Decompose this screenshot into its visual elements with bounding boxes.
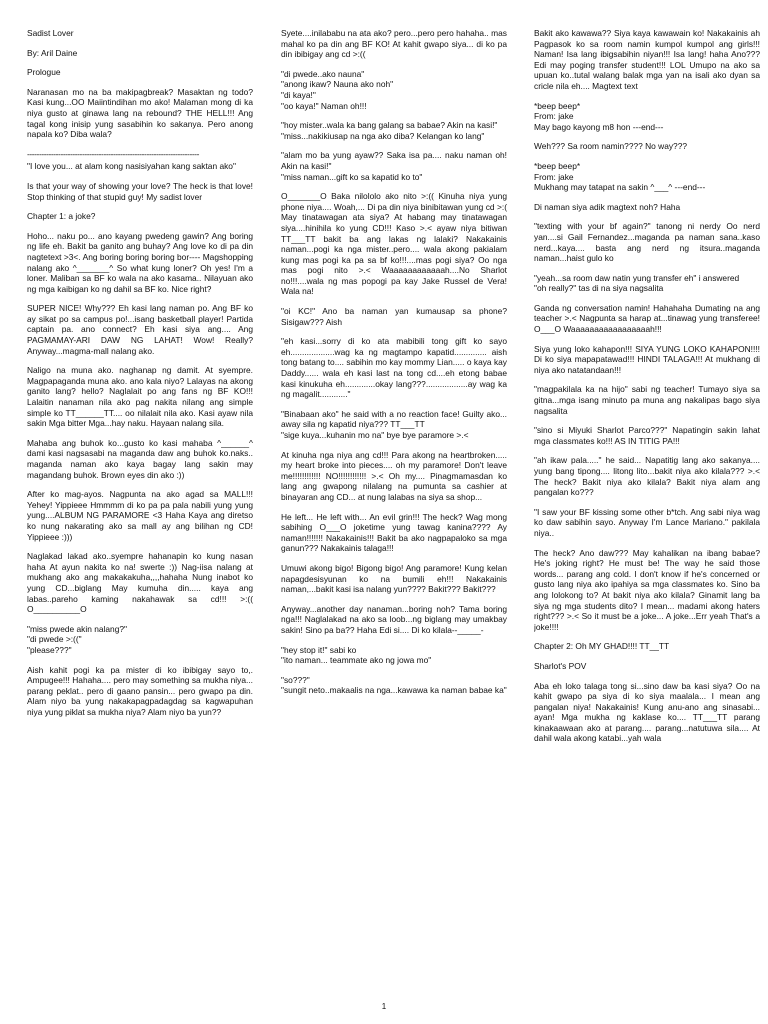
paragraph: "I love you... at alam kong nasisiyahan kang saktan ako"	[27, 161, 236, 172]
paragraph: "hoy mister..wala ka bang galang sa babae? Akin na kasi!" "miss...nakikiusap na nga ako diba? Kelangan ko lang"	[281, 120, 498, 141]
paragraph: *beep beep* From: jake May bago kayong m8 hon ---end---	[534, 100, 664, 132]
paragraph: *beep beep* From: jake Mukhang may tatapat na sakin ^___^ ---end---	[534, 160, 706, 193]
paragraph: "sino si Miyuki Sharlot Parco???" Napatingin sakin lahat mga classmates ko!!! AS IN TITIG PA!!!	[534, 425, 760, 446]
paragraph: Ganda ng conversation namin! Hahahaha Dumating na ang teacher >.< Nagpunta sa harap at...tinawag yung transferee! O___O Waaaaaaaaaaaaaaaaah!!!	[534, 302, 760, 335]
page-number: 1	[381, 1002, 387, 1011]
paragraph: "eh kasi...sorry di ko ata mabibili tong gift ko sayo eh...................wag ka ng magtampo kapatid.............. aish tong batang to.... sabihin mo kay mommy Lian..... o kaya kay Daddy...... wala eh kasi last na tong cd....eh etong babae kasi kinukuha eh.............okay lang???..................ay wag ka ng magalit............"	[281, 336, 507, 400]
paragraph: Sharlot's POV	[534, 660, 587, 671]
text-column-3	[534, 28, 760, 998]
paragraph: "texting with your bf again?" tanong ni nerdy Oo nerd yan....si Gail Fernandez...maganda pa naman sana..kaso nerd...kaya.... basta ang nerd ng itsura..maganda naman...haist gulo ko	[534, 221, 760, 264]
paragraph: Naglakad lakad ako..syempre hahanapin ko kung nasan haha At ayun nakita ko na! swerte :)) Nag-iisa nalang at mukhang ako ang makakakuha,,,,hahaha Nung inabot ko yung CD...biglang May kumuha din..... kaya ang labas..pareho kaming nakahawak sa cd!!! >:(( O__________O	[27, 551, 253, 615]
text-column-2	[281, 28, 507, 998]
paragraph: SUPER NICE! Why??? Eh kasi lang naman po. Ang BF ko ay sikat po sa campus po!...isang basketball player! Partida captain pa. ano connect? Eh kasi siya ang.... Ang PAGMAMAY-ARI DAW NG LAHAT! Wow! Really? Anyway...magma-mall nalang ako.	[27, 303, 253, 356]
paragraph: "hey stop it!" sabi ko "ito naman... teammate ako ng jowa mo"	[281, 644, 432, 666]
paragraph: Is that your way of showing your love? The heck is that love! Stop thinking of that stupid guy! My sadist lover	[27, 180, 253, 202]
paragraph: Naranasan mo na ba makipagbreak? Masaktan ng todo? Kasi kung...OO Maiintindihan mo ako! Malaman mong di ka niya gusto at ginawa lang na rebound? THE HELL!!! Ang tagal kong inisip yung sasabihin ko sakanya. Pero anong napala ko? Diba wala?	[27, 86, 253, 140]
paragraph: Aba eh loko talaga tong si...sino daw ba kasi siya? Oo na kahit gwapo pa siya di ko siya maalala... I mean ang pangalan niya! Nakakainis! Kung anu-ano ang sinasabi... ayan! Mga mukha ng kaklase ko.... TT___TT parang kinakaawaan ako at parang.... parang...natutuwa sila.... At dahil wala akong katabi...yah wala	[534, 680, 760, 744]
paragraph: O_______O Baka nilololo ako nito >:(( Kinuha niya yung phone niya.... Woah,... Di pa din niya binibitawan yung cd >:( May tinatawagan ata siya? At habang may tinatawagan siya....hinihila ko yung CD!!! Kaso >.< ayaw niya bitiwan TT___TT bakit ba ang lakas ng lalaki? Nakakainis naman...pogi ka nga mister..pero.... wala akong pakialam kung mas pogi ka pa sa bf ko!!!....mas pogi siya? Oo nga mas pogi nito >.< Waaaaaaaaaaaah....No Sharlot no!!!....wala ng mas popogi pa kay Jake Russel de Vera! Wala na!	[281, 191, 507, 297]
paragraph: Sadist Lover	[27, 28, 74, 38]
paragraph: Mahaba ang buhok ko...gusto ko kasi mahaba ^______^ dami kasi nagsasabi na maganda daw ang buhok ko.naks.. maganda naman ako kaya bagay lang sakin may magandang buhok. Brown eyes din ako :))	[27, 437, 253, 480]
paragraph: Aish kahit pogi ka pa mister di ko ibibigay sayo to,. Ampugee!!! Hahaha.... pero may something sa mukha niya... parang peklat.. pero di gaano pansin... pero gwapo pa din. Alam niyo ba yung nakakapagpadagdag sa kagwapuhan niya yung piklat sa mukha niya? Alam niyo ba yun??	[27, 664, 253, 717]
paragraph: "so???" "sungit neto..makaalis na nga...kawawa ka naman babae ka"	[281, 674, 507, 696]
paragraph: "I saw your BF kissing some other b*tch. Ang sabi niya wag ko daw sabihin sayo. Anyway I'm Lance Mariano." pakilala niya..	[534, 506, 760, 538]
paragraph: "yeah...sa room daw natin yung transfer eh" i answered "oh really?" tas di na siya nagsalita	[534, 272, 740, 294]
paragraph: Syete....inilababu na ata ako? pero...pero pero hahaha.. mas mahal ko pa din ang BF KO! At kahit gwapo siya... di ko pa din ibibigay ang cd >:((	[281, 28, 507, 60]
paragraph: "magpakilala ka na hijo" sabi ng teacher! Tumayo siya sa gitna...mga isang minuto pa muna ang nakalipas bago siya nagsalita	[534, 384, 760, 416]
paragraph: Umuwi akong bigo! Bigong bigo! Ang paramore! Kung kelan napagdesisyunan ko na bumili eh!!! Nakakainis naman,...bakit kasi isa nalang yun???? Bakit??? Bakit???	[281, 562, 507, 595]
paragraph: "Binabaan ako" he said with a no reaction face! Guilty ako... away sila ng kapatid niya??? TT___TT "sige kuya...kuhanin mo na" bye bye paramore >.<	[281, 408, 507, 440]
paragraph: The heck? Ano daw??? May kahalikan na ibang babae? He's joking right? He must be! The way he said those words... parang ang cold. I don't know if he's concerned or gusto lang niya ako ipahiya sa mga classmates ko. Sino ba ang lolokong to? At bakit niya ako kilala? Ginamit lang ba siya ng mga students dito? I mean... madami akong haters right??? >.< So it must be a joke... A joke...Err yeah That's a joke!!!!	[534, 547, 760, 632]
paragraph: Prologue	[27, 67, 61, 78]
paragraph: Weh??? Sa room namin???? No way???	[534, 141, 688, 152]
paragraph: Hoho... naku po... ano kayang pwedeng gawin? Ang boring ng life eh. Bakit ba ganito ang buhay? Ang love ko di pa din nagtetext >3<. Ang boring boring boring bor---- Magshopping nalang ako ^_______^ So what kung loner? Oh yes! I'm a loner. Maliban sa BF ko wala na ako kasama.. Nilayuan ako ng mga kaibigan ko ng dahil sa BF ko. Nice right?	[27, 230, 253, 294]
paragraph: Chapter 1: a joke?	[27, 211, 96, 222]
text-column-1	[27, 28, 253, 998]
paragraph: Anyway...another day nanaman...boring noh? Tama boring nga!!! Naglalakad na ako sa loob...ng biglang may umakbay sakin! Sino pa ba?? Haha Edi si.... Di ko kilala--_____-	[281, 603, 507, 635]
paragraph: "oi KC!" Ano ba naman yan kumausap sa phone? Sisigaw??? Aish	[281, 306, 507, 327]
paragraph: "alam mo ba yung ayaw?? Saka isa pa.... naku naman oh! Akin na kasi!" "miss naman...gift ko sa kapatid ko to"	[281, 150, 507, 182]
paragraph: Bakit ako kawawa?? Siya kaya kawawain ko! Nakakainis ah Pagpasok ko sa room namin kumpol kumpol ang girls!!! Naman! Isa lang ibigsabihin niyan!!! Isa lang! haha Ano??? Edi may poging transfer student!!! LOL Umupo na ako sa upuan ko..tutal walang balak mga yan na isali ako dyan sa cricle nila eh.... Magtext text	[534, 28, 760, 91]
paragraph: Di naman siya adik magtext noh? Haha	[534, 201, 681, 212]
paragraph: Naligo na muna ako. naghanap ng damit. At syempre. Magpapaganda muna ako. ano kala niyo? Lalayas na akong ganito lang? hello? Naglalait po ang fans ng BF KO!!! Lalaitin nanaman nila ako pag nakita nilang ang simple simple ko TT______TT.... oo nilalait nila ako. Kasi ayaw nila sakin Mga bitter Mga...hay naku. Hayaan nalang sila.	[27, 365, 253, 429]
paragraph: "miss pwede akin nalang?" "di pwede >:((" "please???"	[27, 623, 127, 655]
paragraph: Chapter 2: Oh MY GHAD!!!! TT__TT	[534, 641, 670, 652]
paragraph: He left... He left with... An evil grin!!! The heck? Wag mong sabihing O___O joketime yung tawag kanina???? Ay naman!!!!!!! Nakakainis!!! Bakit ba ako nagpapaloko sa mga ganun??? Nakakainis talaga!!!	[281, 511, 507, 554]
paragraph: ------------------------------------------------------------------------	[27, 148, 200, 159]
paragraph: "ah ikaw pala....." he said... Napatitig lang ako sakanya.... yung bang tipong.... litong lito...bakit niya ako kilala??? >.< The heck? Bakit niya ako kilala? Bakit niya alam ang pangalan ko???	[534, 455, 760, 498]
paragraph: After ko mag-ayos. Nagpunta na ako agad sa MALL!!! Yehey! Yippieee Hmmmm di ko pa pa pala nabili yung yung yung....ALBUM NG PARAMORE <3 Haha Kaya ang diretso ko nung nakarating ako sa mall ay ang bilihan ng CD! Yippieee :)))	[27, 489, 253, 542]
paragraph: Siya yung loko kahapon!!! SIYA YUNG LOKO KAHAPON!!!! Di ko siya mapapatawad!!! HINDI TALAGA!!! At mukhang di niya ako natatandaan!!!	[534, 343, 760, 375]
paragraph: At kinuha nga niya ang cd!!! Para akong na heartbroken..... my heart broke into pieces.... oh my paramore! Don't leave me!!!!!!!!!!!! NO!!!!!!!!!!!! >.< Oh my.... Pinagmamasdan ko lang ang gwapong nilalang na pumunta sa cashier at binayaran ang CD... at nung lalabas na siya sa shop...	[281, 449, 507, 502]
paragraph: "di pwede..ako nauna" "anong ikaw? Nauna ako noh" "di kaya!" "oo kaya!" Naman oh!!!	[281, 68, 394, 111]
paragraph: By: Aril Daine	[27, 47, 78, 58]
